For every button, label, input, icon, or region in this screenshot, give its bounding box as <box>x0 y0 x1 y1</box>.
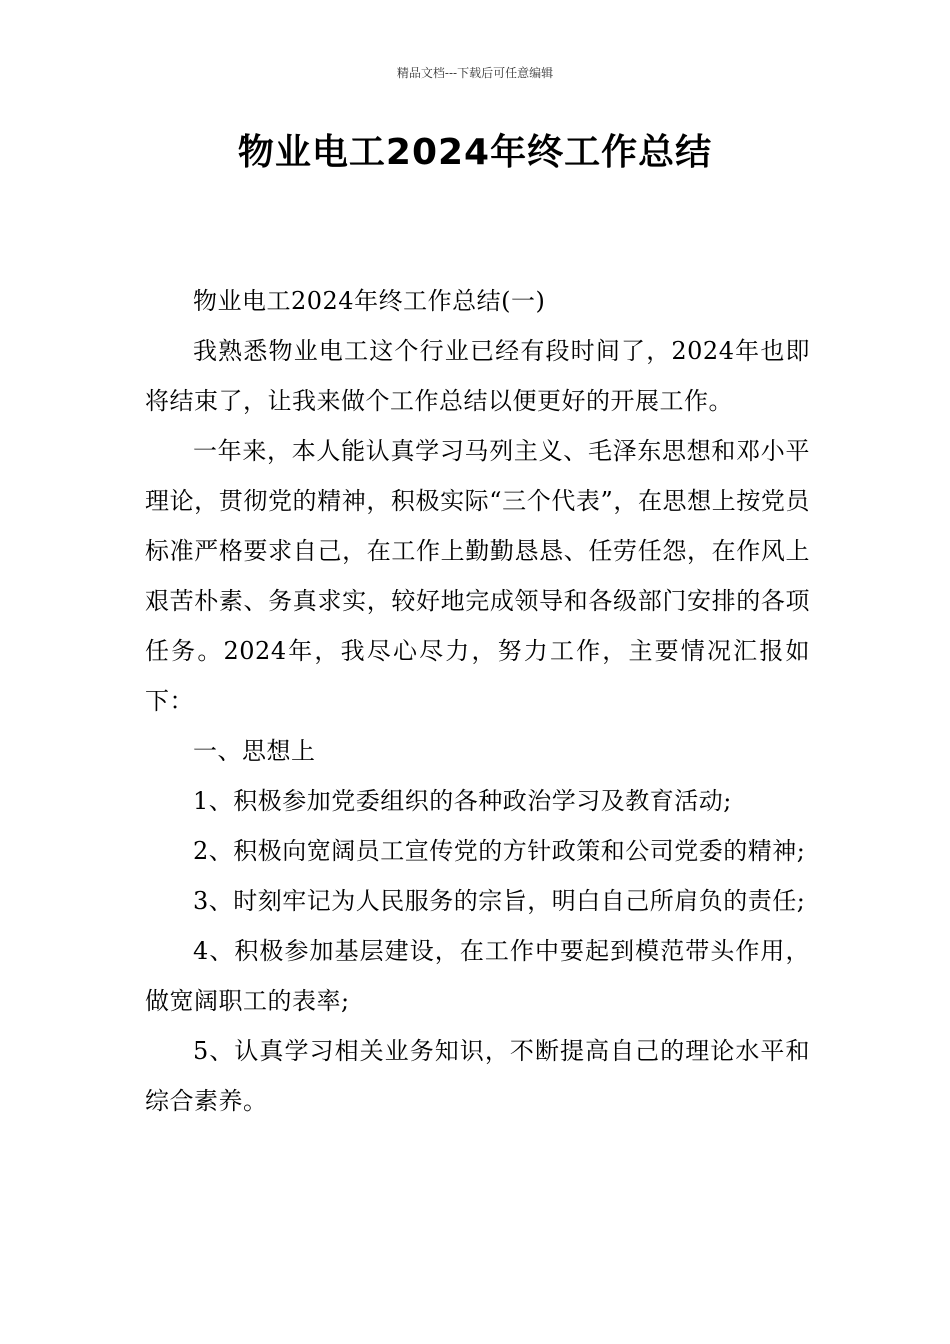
intro-paragraph: 我熟悉物业电工这个行业已经有段时间了，2024年也即将结束了，让我来做个工作总结以便更好的开展工作。 <box>145 337 810 415</box>
list-item: 5、认真学习相关业务知识，不断提高自己的理论水平和综合素养。 <box>145 1037 810 1115</box>
section-heading: 物业电工2024年终工作总结(一) <box>193 287 546 315</box>
subsection-heading: 一、思想上 <box>193 737 316 765</box>
list-item: 1、积极参加党委组织的各种政治学习及教育活动; <box>193 787 732 815</box>
list-item: 3、时刻牢记为人民服务的宗旨，明白自己所肩负的责任; <box>193 887 806 915</box>
list-item: 4、积极参加基层建设，在工作中要起到模范带头作用，做宽阔职工的表率; <box>145 937 810 1015</box>
document-body <box>145 276 810 1126</box>
document-title: 物业电工2024年终工作总结 <box>237 132 713 173</box>
summary-paragraph: 一年来，本人能认真学习马列主义、毛泽东思想和邓小平理论，贯彻党的精神，积极实际“三个代表”，在思想上按党员标准严格要求自己，在工作上勤勤恳恳、任劳任怨，在作风上艰苦朴素、务真求实，较好地完成领导和各级部门安排的各项任务。2024年，我尽心尽力，努力工作，主要情况汇报如下： <box>145 437 810 715</box>
list-item: 2、积极向宽阔员工宣传党的方针政策和公司党委的精神; <box>193 837 806 865</box>
header-note: 精品文档---下载后可任意编辑 <box>396 66 554 80</box>
